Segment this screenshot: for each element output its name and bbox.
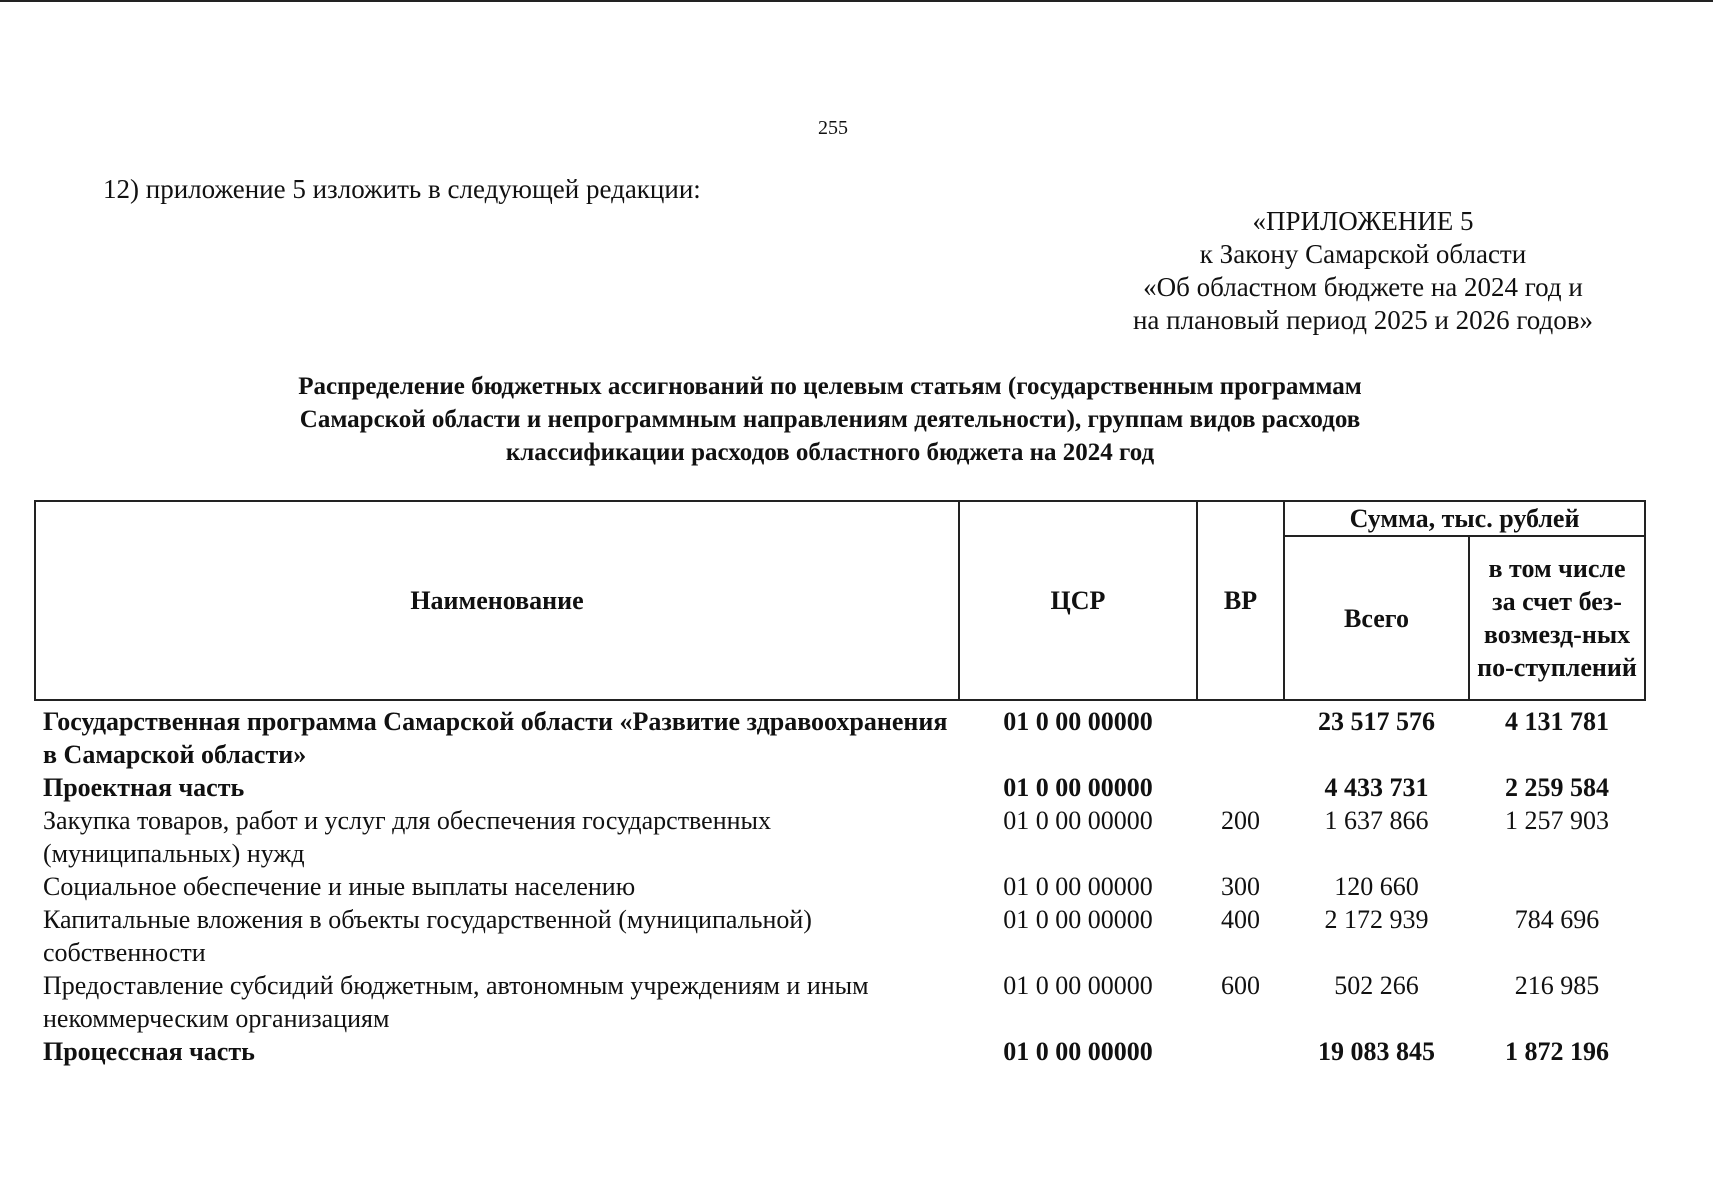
table-row <box>35 700 1645 771</box>
table-row <box>35 969 1645 1035</box>
row-vr: 200 <box>1221 806 1260 835</box>
row-csr: 01 0 00 00000 <box>1003 872 1153 901</box>
row-csr: 01 0 00 00000 <box>1003 1037 1153 1066</box>
row-incl: 1 872 196 <box>1505 1037 1609 1066</box>
row-csr: 01 0 00 00000 <box>1003 707 1153 736</box>
table-row <box>35 870 1645 903</box>
row-incl: 4 131 781 <box>1505 707 1609 736</box>
row-total: 120 660 <box>1334 872 1419 901</box>
table-row <box>35 1035 1645 1068</box>
row-vr <box>1197 771 1284 804</box>
row-vr: 600 <box>1221 971 1260 1000</box>
appendix-header-line: «ПРИЛОЖЕНИЕ 5 <box>1252 206 1474 236</box>
document-title-line: классификации расходов областного бюджета на 2024 год <box>505 439 1155 466</box>
row-total: 4 433 731 <box>1324 773 1429 802</box>
row-name: Государственная программа Самарской области «Развитие здравоохранения в Самарской области» <box>43 707 948 769</box>
row-vr: 400 <box>1221 905 1260 934</box>
row-name: Проектная часть <box>43 773 245 802</box>
row-vr <box>1197 1035 1284 1068</box>
row-total: 502 266 <box>1334 971 1419 1000</box>
header-name: Наименование <box>35 501 959 700</box>
row-name: Социальное обеспечение и иные выплаты населению <box>43 872 636 901</box>
row-csr: 01 0 00 00000 <box>1003 773 1153 802</box>
document-title <box>130 370 1530 469</box>
document-title-line: Распределение бюджетных ассигнований по целевым статьям (государственным программам <box>298 373 1362 400</box>
row-incl: 2 259 584 <box>1505 773 1609 802</box>
table-row <box>35 903 1645 969</box>
row-name: Предоставление субсидий бюджетным, автономным учреждениям и иным некоммерческим организациям <box>43 971 869 1033</box>
header-incl: в том числе за счет без-возмезд-ных по-ступлений <box>1469 536 1645 700</box>
row-csr: 01 0 00 00000 <box>1003 971 1153 1000</box>
appendix-header-line: на плановый период 2025 и 2026 годов» <box>1132 305 1594 335</box>
table-header <box>35 501 1645 700</box>
table-row <box>35 771 1645 804</box>
intro-text: 12) приложение 5 изложить в следующей редакции: <box>103 174 701 204</box>
header-vr: ВР <box>1197 501 1284 700</box>
row-incl: 216 985 <box>1514 971 1600 1000</box>
document-title-line: Самарской области и непрограммным направлениям деятельности), группам видов расходов <box>299 406 1361 433</box>
row-incl <box>1469 870 1645 903</box>
row-name: Закупка товаров, работ и услуг для обеспечения государственных (муниципальных) нужд <box>43 806 772 868</box>
row-vr <box>1197 700 1284 771</box>
row-vr: 300 <box>1221 872 1260 901</box>
row-csr: 01 0 00 00000 <box>1003 905 1153 934</box>
row-incl: 1 257 903 <box>1505 806 1609 835</box>
page-number: 255 <box>818 117 848 139</box>
appendix-header <box>1083 205 1643 337</box>
header-sum: Сумма, тыс. рублей <box>1284 501 1645 536</box>
header-total: Всего <box>1284 536 1469 700</box>
row-total: 1 637 866 <box>1324 806 1429 835</box>
page-top-border <box>0 0 1713 2</box>
row-name: Капитальные вложения в объекты государственной (муниципальной) собственности <box>43 905 812 967</box>
table-row <box>35 804 1645 870</box>
header-csr: ЦСР <box>959 501 1197 700</box>
appendix-header-line: к Закону Самарской области <box>1199 239 1527 269</box>
appendix-header-line: «Об областном бюджете на 2024 год и <box>1143 272 1583 302</box>
table-body <box>35 700 1645 1068</box>
row-total: 19 083 845 <box>1318 1037 1435 1066</box>
row-name: Процессная часть <box>43 1037 255 1066</box>
row-total: 23 517 576 <box>1318 707 1435 736</box>
row-incl: 784 696 <box>1514 905 1600 934</box>
row-total: 2 172 939 <box>1324 905 1429 934</box>
budget-table <box>34 500 1646 1068</box>
row-csr: 01 0 00 00000 <box>1003 806 1153 835</box>
